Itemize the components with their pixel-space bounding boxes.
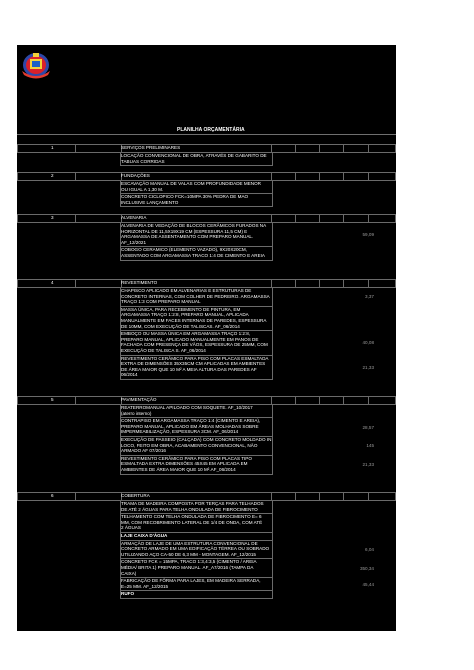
cell-divider [368,280,369,287]
cell-divider [368,145,369,152]
cell-divider [343,145,344,152]
section-name: SERVIÇOS PRELIMINARES [121,145,181,150]
item-description-line: TRAMA DE MADEIRA COMPOSTA POR TERÇAS PARA TELHADOS [121,501,264,506]
item-description-line: 06/2014 [121,372,138,378]
item-description-line: CONCRETO FCK = 15MPA, TRACO 1:3,4:3,5 (CIMENTO / AREIA [121,559,257,565]
section-number: 1 [51,145,54,150]
municipal-coat-of-arms-icon [19,51,53,81]
item-value: 145 [366,443,374,449]
item-description-line: ESCAVAÇÃO MANUAL DE VALAS COM PROFUNDIDADE MENOR [121,181,261,186]
item-description-line: HORIZONTAL DE 11,5X19X19 CM (ESPESSURA 11,5 CM) E [121,228,248,234]
cell-divider [17,397,18,404]
item-description-line: UTILIZANDO AÇO CA-50 DE 6,3 MM - MONTAGEM. AF_12/2015 [121,551,256,557]
section-number: 2 [51,173,54,178]
cell-divider [295,215,296,222]
item-value: 59,09 [362,232,374,238]
item-description-line: DE ÁREA MAIOR QUE 10 M² A MEIA ALTURA DAS PAREDES AF [121,366,257,372]
cell-divider [17,280,18,287]
cell-divider [295,173,296,180]
item-value: 28,57 [362,424,374,430]
item-value: 6,04 [365,547,374,552]
item-description-line: REVESTIMENTO CERÂMICO PARA PISO COM PLACAS TIPO [121,455,252,461]
item-description-line: (aterro interno) [121,410,152,416]
section-name: FUNDAÇÕES [121,173,150,178]
item-description-line: LOCO, FEITO EM OBRA, ACABAMENTO CONVENCIONAL, NÃO [121,442,258,448]
item-description-line: CONCRETO CICLOPICO FCK=10MPA 30% PEDRA DE MAO [121,194,249,200]
item-value: 3,37 [365,294,374,300]
cell-divider [295,280,296,287]
cell-divider [319,493,320,500]
item-description-line: MÉDIA/ BRITA 1) PREPARO MANUAL. AF_A7/2016 (TAMPA DA [121,565,254,570]
item-description-line: LOCAÇÃO CONVENCIONAL DE OBRA, ATRAVÉS DE GABARITO DE [121,153,267,158]
item-description-line: ARMAÇÃO DE LAJE DE UMA ESTRUTURA CONVENCIONAL DE [121,540,258,546]
item-description-line: MASSA ÚNICA, PARA RECEBIMENTO DE PINTURA, EM [121,306,241,312]
cell-divider [343,493,344,500]
cell-divider [271,173,272,180]
cell-divider [271,397,272,404]
cell-divider [17,145,18,152]
item-value: 350,34 [359,565,374,571]
cell-divider [75,145,76,152]
cell-divider [17,173,18,180]
item-description-line: ARGAMASSA DE ASSENTAMENTO COM PREPARO MANUAL. [121,234,254,240]
item-description-line: DE ATÉ 2 ÁGUAS PARA TELHA ONDULADA DE FIBROCIMENTO [121,506,258,512]
cell-divider [395,493,396,500]
page-title: PLANILHA ORÇAMENTÁRIA [177,127,245,133]
cell-divider [75,397,76,404]
cell-divider [271,215,272,222]
item-description-line: AMBIENTES DE ÁREA MAIOR QUE 10 M².AF_06/2014 [121,467,236,472]
section-name: REVESTIMENTO [121,280,158,285]
cell-divider [368,173,369,180]
item-description-line: CAIXA) [121,570,137,576]
item-description-line: CONTRAPISO EM ARGAMASSA TRAÇO 1:4 (CIMENTO E AREIA), [121,418,261,424]
item-value: 21,33 [362,364,374,370]
cell-divider [368,215,369,222]
cell-divider [75,280,76,287]
cell-divider [395,145,396,152]
item-description-line: 2 ÁGUAS [121,525,141,531]
item-description-line: CONCRETO INTERNAS, COM COLHER DE PEDREIRO. ARGAMASSA [121,293,270,299]
item-value: 21,33 [362,462,374,468]
item-description-line: EXECUÇÃO DE PASSEIO (CALÇADA) COM CONCRETO MOLDADO IN [121,437,272,442]
item-description-line: PREPARO MANUAL, APLICADO EM ÁREAS MOLHADAS SOBRE [121,423,259,429]
budget-spreadsheet [17,45,396,631]
item-description-line: DE 10MM, COM EXECUÇÃO DE TALISCAS. AF_06/2014 [121,323,240,329]
cell-divider [395,173,396,180]
item-description-line: E=25 MM. AF_12/2015 [121,583,169,589]
cell-divider [295,397,296,404]
cell-divider [319,397,320,404]
item-description-line: INCLUSIVE LANÇAMENTO [121,199,179,205]
item-description-line: ARGAMASSA TRAÇO 1:2:8, PREPARO MANUAL, APLICADA [121,312,249,318]
cell-divider [343,215,344,222]
item-description-line: MANUALMENTE EM FACES INTERNAS DE PAREDES, ESPESSURA [121,318,267,323]
item-cell [120,590,273,599]
cell-divider [395,215,396,222]
section-name: ALVENARIA [121,215,147,220]
item-description-line: LAJE CAIXA D'ÁGUA [121,533,168,538]
cell-divider [319,145,320,152]
item-description-line: TRAÇO 1:3 COM PREPARO MANUAL [121,299,201,305]
cell-divider [75,493,76,500]
item-description-line: AF_12/2021 [121,239,147,245]
cell-divider [395,280,396,287]
cell-divider [319,280,320,287]
cell-divider [17,493,18,500]
section-number: 6 [51,493,54,498]
cell-divider [295,493,296,500]
cell-divider [319,173,320,180]
cell-divider [75,173,76,180]
title-rule [17,134,396,135]
item-description-line: EMBOÇO OU MASSA ÚNICA EM ARGAMASSA TRAÇO 1:2:8, [121,331,251,337]
cell-divider [343,280,344,287]
section-number: 5 [51,397,54,402]
cell-divider [343,397,344,404]
item-description-line: TABUAS CORRIDAS [121,158,165,164]
section-name: COBERTURA [121,493,150,498]
item-description-line: MM, COM RECOBRIMENTO LATERAL DE 1/4 DE ONDA, COM ATÉ [121,519,263,525]
item-description-line: EXECUÇÃO DE TALISCA S. AF_06/2014 [121,348,206,353]
item-description-line: CONCRETO ARMADO EM UMA EDIFICAÇÃO TÉRREA OU SOBRADO [121,546,270,552]
cell-divider [271,493,272,500]
cell-divider [368,493,369,500]
item-description-line: REATERROMANUAL APILOADO COM SOQUETE. AF_10/2017 [121,405,253,410]
item-description-line: RUFO [121,591,135,597]
item-description-line: COBOGO CERAMICO (ELEMENTO VAZADO), 9X20X20CM, [121,247,247,253]
section-name: PAVIMENTAÇÃO [121,397,157,402]
section-number: 3 [51,215,54,220]
item-value: 40,08 [362,340,374,346]
item-description-line: FABRICAÇÃO DE FÔRMA PARA LAJES, EM MADEIRA SERRADA, [121,578,261,584]
item-description-line: ASSENTADO COM ARGAMASSA TRACO 1:4 DE CIMENTO E AREIA [121,253,265,258]
cell-divider [75,215,76,222]
item-value: 45,44 [362,581,374,587]
item-description-line: CHAPISCO APLICADO EM ALVENARIAS E ESTRUTURAS DE [121,288,252,293]
item-description-line: ALVENARIA DE VEDAÇÃO DE BLOCOS CERÂMICOS FURADOS NA [121,223,267,228]
cell-divider [395,397,396,404]
cell-divider [271,145,272,152]
item-description-line: REVESTIMENTO CERÂMICO PARA PISO COM PLACAS ESMALTADA [121,355,269,361]
item-description-line: EXTRA DE DIMENSÕES 35X35CM CM APLICADAS EM AMBIENTES [121,361,266,367]
section-number: 4 [51,280,54,285]
cell-divider [271,280,272,287]
cell-divider [295,145,296,152]
item-description-line: TELHAMENTO COM TELHA ONDULADA DE FIBROCIMENTO E= 6 [121,514,262,520]
cell-divider [343,173,344,180]
item-description-line: FACHADA COM PRESENÇA DE VÃOS, ESPESSURA DE 25MM, COM [121,342,268,348]
cell-divider [17,215,18,222]
item-description-line: OU IGUAL A 1,30 M. [121,186,164,192]
cell-divider [319,215,320,222]
cell-divider [368,397,369,404]
item-description-line: ARMADO AF 07/2016 [121,448,166,454]
item-description-line: IMPERMEABILIZAÇÃO, ESPESSURA 3CM. AF_06/2014 [121,429,239,435]
item-description-line: PREPARO MANUAL, APLICADO MANUALMENTE EM PANOS DE [121,336,259,342]
item-description-line: ESMALTADA EXTRA DIMENSÕES 45X45 EM APLICADA EM [121,461,248,467]
